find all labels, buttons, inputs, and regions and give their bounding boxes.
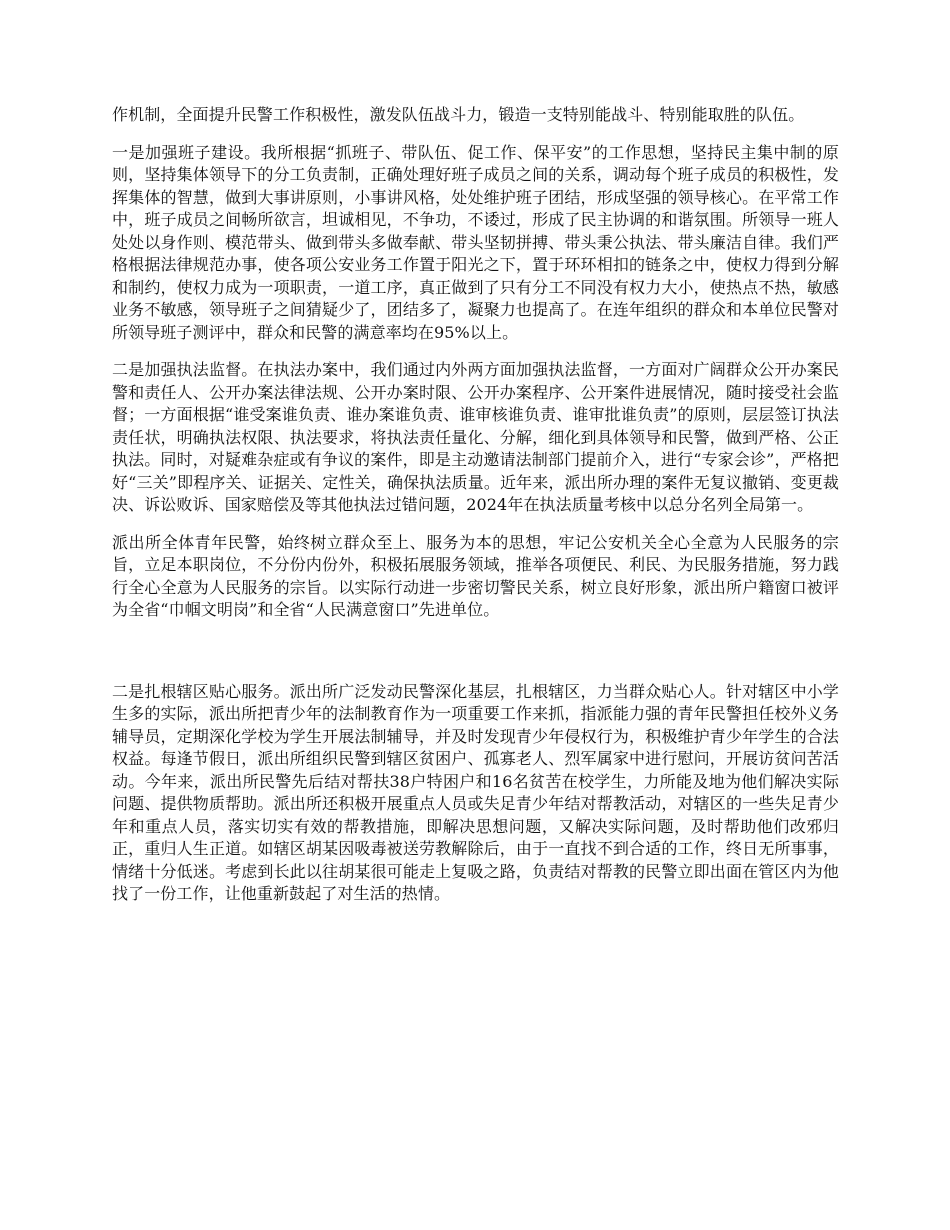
paragraph-intro-continuation: 作机制，全面提升民警工作积极性，激发队伍战斗力，锻造一支特别能战斗、特别能取胜的队伍。 xyxy=(112,105,805,124)
paragraph-youth-police-service: 派出所全体青年民警，始终树立群众至上、服务为本的思想，牢记公安机关全心全意为人民服务的宗旨，立足本职岗位，不分份内份外，积极拓展服务领域，推举各项便民、利民、为民服务措施，努力践行全心全意为人民服务的宗旨。以实际行动进一步密切警民关系，树立良好形象，派出所户籍窗口被评为全省“巾帼文明岗”和全省“人民满意窗口”先进单位。 xyxy=(112,532,839,619)
paragraph-community-service: 二是扎根辖区贴心服务。派出所广泛发动民警深化基层，扎根辖区，力当群众贴心人。针对辖区中小学生多的实际，派出所把青少年的法制教育作为一项重要工作来抓，指派能力强的青年民警担任校外义务辅导员，定期深化学校为学生开展法制辅导，并及时发现青少年侵权行为，积极维护青少年学生的合法权益。每逢节假日，派出所组织民警到辖区贫困户、孤寡老人、烈军属家中进行慰问，开展访贫问苦活动。今年来，派出所民警先后结对帮扶38户特困户和16名贫苦在校学生，力所能及地为他们解决实际问题、提供物质帮助。派出所还积极开展重点人员或失足青少年结对帮教活动，对辖区的一些失足青少年和重点人员，落实切实有效的帮教措施，即解决思想问题，又解决实际问题，及时帮助他们改邪归正，重归人生正道。如辖区胡某因吸毒被送劳教解除后，由于一直找不到合适的工作，终日无所事事，情绪十分低迷。考虑到长此以往胡某很可能走上复吸之路，负责结对帮教的民警立即出面在管区内为他找了一份工作，让他重新鼓起了对生活的热情。 xyxy=(112,681,839,903)
paragraph-law-enforcement-supervision: 二是加强执法监督。在执法办案中，我们通过内外两方面加强执法监督，一方面对广阔群众公开办案民警和责任人、公开办案法律法规、公开办案时限、公开办案程序、公开案件进展情况，随时接受社会监督；一方面根据“谁受案谁负责、谁办案谁负责、谁审核谁负责、谁审批谁负责”的原则，层层签订执法责任状，明确执法权限、执法要求，将执法责任量化、分解，细化到具体领导和民警，做到严格、公正执法。同时，对疑难杂症或有争议的案件，即是主动邀请法制部门提前介入，进行“专家会诊”，严格把好“三关”即程序关、证据关、定性关，确保执法质量。近年来，派出所办理的案件无复议撤销、变更裁决、诉讼败诉、国家赔偿及等其他执法过错问题，2024年在执法质量考核中以总分名列全局第一。 xyxy=(112,360,839,514)
section-spacer xyxy=(112,637,839,681)
paragraph-leadership-building: 一是加强班子建设。我所根据“抓班子、带队伍、促工作、保平安”的工作思想，坚持民主集中制的原则，坚持集体领导下的分工负责制，正确处理好班子成员之间的关系，调动每个班子成员的积极性，发挥集体的智慧，做到大事讲原则，小事讲风格，处处维护班子团结，形成坚强的领导核心。在平常工作中，班子成员之间畅所欲言，坦诚相见，不争功，不诿过，形成了民主协调的和谐氛围。所领导一班人处处以身作则、模范带头、做到带头多做奉献、带头坚韧拼搏、带头秉公执法、带头廉洁自律。我们严格根据法律规范办事，使各项公安业务工作置于阳光之下，置于环环相扣的链条之中，使权力得到分解和制约，使权力成为一项职责，一道工序，真正做到了只有分工不同没有权力大小，使热点不热，敏感业务不敏感，领导班子之间猜疑少了，团结多了，凝聚力也提高了。在连年组织的群众和本单位民警对所领导班子测评中，群众和民警的满意率均在95%以上。 xyxy=(112,142,839,342)
document-page xyxy=(112,104,839,921)
